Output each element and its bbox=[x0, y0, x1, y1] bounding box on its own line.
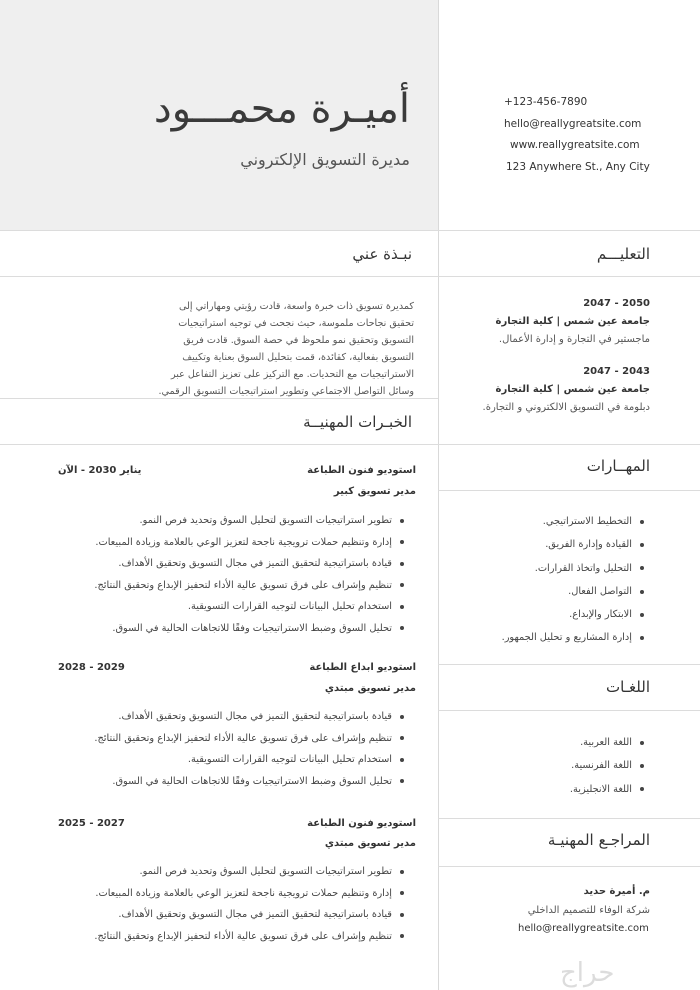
job-role: مدير تسويق مبتدي bbox=[324, 838, 416, 849]
education-degree: دبلومة في التسويق الالكتروني و التجارة. bbox=[482, 402, 650, 413]
job-bullets bbox=[94, 510, 404, 639]
list-item: استخدام تحليل البيانات لتوجيه القرارات التسويقية. bbox=[94, 749, 404, 771]
list-item: القيادة وإدارة الفريق. bbox=[502, 533, 644, 556]
job-date: 2027 - 2025 bbox=[58, 818, 125, 829]
contact-phone: +123-456-7890 bbox=[504, 96, 588, 108]
skills-heading: المهــارات bbox=[586, 457, 650, 475]
contact-email[interactable]: hello@reallygreatsite.com bbox=[504, 118, 642, 130]
job-role: مدير تسويق مبتدي bbox=[324, 683, 416, 694]
education-years: 2050 - 2047 bbox=[583, 298, 650, 309]
references-heading: المراجـع المهنيـة bbox=[547, 831, 650, 849]
contact-address: 123 Anywhere St., Any City bbox=[506, 161, 650, 173]
divider-line bbox=[0, 444, 700, 445]
job-bullets bbox=[94, 706, 404, 792]
list-item: اللغة العربية. bbox=[570, 731, 644, 754]
about-heading: نبـذة عني bbox=[352, 245, 412, 263]
list-item: تنظيم وإشراف على فرق تسويق عالية الأداء لتحفيز الإبداع وتحقيق النتائج. bbox=[94, 926, 404, 948]
divider-line bbox=[438, 490, 700, 491]
candidate-name: أميـرة محمـــود bbox=[153, 86, 410, 132]
list-item: الابتكار والإبداع. bbox=[502, 603, 644, 626]
list-item: قيادة باستراتيجية لتحقيق التميز في مجال التسويق وتحقيق الأهداف. bbox=[94, 706, 404, 728]
divider-line bbox=[438, 818, 700, 819]
column-divider bbox=[438, 0, 439, 990]
divider-line bbox=[438, 664, 700, 665]
list-item: إدارة وتنظيم حملات ترويجية ناجحة لتعزيز الوعي بالعلامة وزيادة المبيعات. bbox=[94, 532, 404, 554]
reference-company: شركة الوفاء للتصميم الداخلي bbox=[527, 905, 650, 916]
list-item: تحليل السوق وضبط الاستراتيجيات وفقًا للاتجاهات الحالية في السوق. bbox=[94, 618, 404, 640]
reference-email[interactable]: hello@reallygreatsite.com bbox=[518, 923, 649, 934]
contact-website[interactable]: www.reallygreatsite.com bbox=[510, 139, 640, 151]
job-company: استوديو ابداع الطباعة bbox=[309, 662, 416, 673]
list-item: اللغة الانجليزية. bbox=[570, 778, 644, 801]
divider-line bbox=[438, 866, 700, 867]
divider-line bbox=[0, 230, 700, 231]
education-degree: ماجستير في التجارة و إدارة الأعمال. bbox=[498, 334, 650, 345]
watermark-logo: حراج bbox=[560, 958, 615, 988]
job-date: يناير 2030 - الآن bbox=[58, 465, 142, 476]
list-item: إدارة المشاريع و تحليل الجمهور. bbox=[502, 626, 644, 649]
education-institution: جامعة عين شمس | كلية التجارة bbox=[495, 384, 650, 395]
job-company: استوديو فنون الطباعة bbox=[307, 818, 416, 829]
education-heading: التعليـــم bbox=[596, 245, 650, 263]
list-item: التحليل واتخاذ القرارات. bbox=[502, 557, 644, 580]
list-item: التخطيط الاستراتيجي. bbox=[502, 510, 644, 533]
job-company: استوديو فنون الطباعة bbox=[307, 465, 416, 476]
list-item: تنظيم وإشراف على فرق تسويق عالية الأداء لتحفيز الإبداع وتحقيق النتائج. bbox=[94, 575, 404, 597]
list-item: تحليل السوق وضبط الاستراتيجيات وفقًا للاتجاهات الحالية في السوق. bbox=[94, 771, 404, 793]
list-item: تطوير استراتيجيات التسويق لتحليل السوق وتحديد فرص النمو. bbox=[94, 510, 404, 532]
list-item: تطوير استراتيجيات التسويق لتحليل السوق وتحديد فرص النمو. bbox=[94, 861, 404, 883]
divider-line bbox=[0, 398, 438, 399]
education-institution: جامعة عين شمس | كلية التجارة bbox=[495, 316, 650, 327]
list-item: قيادة باستراتيجية لتحقيق التميز في مجال التسويق وتحقيق الأهداف. bbox=[94, 904, 404, 926]
skills-list bbox=[502, 510, 644, 650]
job-bullets bbox=[94, 861, 404, 947]
job-date: 2029 - 2028 bbox=[58, 662, 125, 673]
experience-job-header bbox=[58, 818, 416, 834]
job-role: مدير تسويق كبير bbox=[333, 486, 416, 497]
list-item: قيادة باستراتيجية لتحقيق التميز في مجال التسويق وتحقيق الأهداف. bbox=[94, 553, 404, 575]
list-item: اللغة الفرنسية. bbox=[570, 754, 644, 777]
experience-job-header bbox=[58, 465, 416, 481]
about-text: كمديرة تسويق ذات خبرة واسعة، قادت رؤيتي ومهاراتي إلى تحقيق نجاحات ملموسة، حيث نجحت في توجيه استراتيجيات التسويق وتحقيق نمو ملحوظ في حصة السوق. قادت فريق التسويق بفعالية، كقائدة، قمت بتحليل السوق بعناية وتكييف الاستراتيجيات مع التحديات. مع التركيز على تعزيز التفاعل عبر وسائل التواصل الاجتماعي وتطوير استراتيجيات التسويق الرقمي. bbox=[158, 301, 414, 397]
divider-line bbox=[0, 276, 700, 277]
list-item: التواصل الفعال. bbox=[502, 580, 644, 603]
experience-heading: الخبـرات المهنيــة bbox=[303, 413, 412, 431]
languages-list bbox=[570, 731, 644, 801]
education-years: 2043 - 2047 bbox=[583, 366, 650, 377]
experience-job-header bbox=[58, 662, 416, 678]
list-item: إدارة وتنظيم حملات ترويجية ناجحة لتعزيز الوعي بالعلامة وزيادة المبيعات. bbox=[94, 883, 404, 905]
reference-name: م. أميرة حديد bbox=[583, 886, 650, 897]
list-item: تنظيم وإشراف على فرق تسويق عالية الأداء لتحفيز الإبداع وتحقيق النتائج. bbox=[94, 728, 404, 750]
divider-line bbox=[438, 710, 700, 711]
languages-heading: اللغـات bbox=[605, 678, 650, 696]
list-item: استخدام تحليل البيانات لتوجيه القرارات التسويقية. bbox=[94, 596, 404, 618]
candidate-title: مديرة التسويق الإلكتروني bbox=[240, 150, 410, 169]
